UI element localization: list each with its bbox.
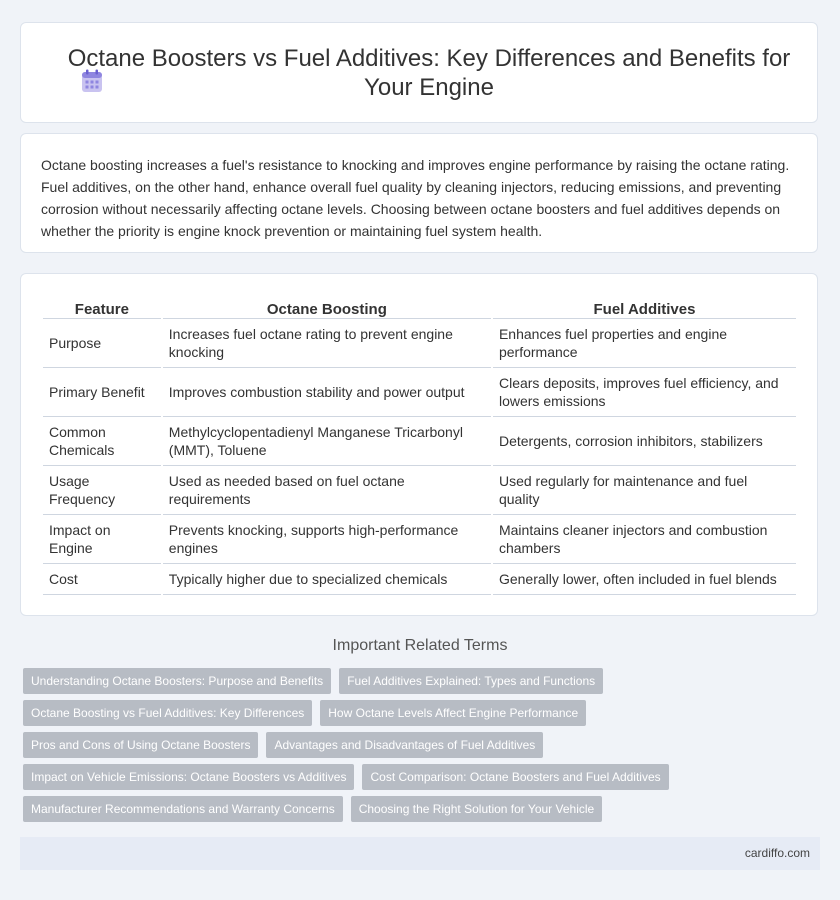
table-row bbox=[43, 466, 796, 515]
table-row bbox=[43, 319, 796, 368]
related-terms-heading: Important Related Terms bbox=[332, 637, 508, 654]
additive-cell: Enhances fuel properties and engine performance bbox=[493, 319, 796, 368]
table-row bbox=[43, 564, 796, 595]
header-feature: Feature bbox=[43, 295, 161, 319]
table-header-row bbox=[43, 295, 796, 319]
octane-cell: Increases fuel octane rating to prevent engine knocking bbox=[163, 319, 491, 368]
feature-cell: Primary Benefit bbox=[43, 368, 161, 417]
related-term-tag[interactable]: Understanding Octane Boosters: Purpose and Benefits bbox=[23, 668, 331, 694]
feature-cell: Common Chemicals bbox=[43, 417, 161, 466]
tag-row bbox=[23, 732, 543, 758]
related-term-tag[interactable]: Cost Comparison: Octane Boosters and Fuel Additives bbox=[362, 764, 668, 790]
related-term-tag[interactable]: Impact on Vehicle Emissions: Octane Boosters vs Additives bbox=[23, 764, 354, 790]
table-row bbox=[43, 417, 796, 466]
related-term-tag[interactable]: Manufacturer Recommendations and Warranty Concerns bbox=[23, 796, 343, 822]
octane-cell: Used as needed based on fuel octane requirements bbox=[163, 466, 491, 515]
tag-row bbox=[23, 764, 669, 790]
octane-cell: Prevents knocking, supports high-performance engines bbox=[163, 515, 491, 564]
footer bbox=[20, 837, 820, 870]
related-term-tag[interactable]: Choosing the Right Solution for Your Vehicle bbox=[351, 796, 603, 822]
additive-cell: Maintains cleaner injectors and combustion chambers bbox=[493, 515, 796, 564]
intro-card bbox=[20, 133, 818, 253]
octane-cell: Methylcyclopentadienyl Manganese Tricarbonyl (MMT), Toluene bbox=[163, 417, 491, 466]
tag-row bbox=[23, 796, 602, 822]
intro-paragraph: Octane boosting increases a fuel's resistance to knocking and improves engine performance by raising the octane rating. Fuel additives, on the other hand, enhance overall fuel quality by cleaning injectors, reducing emissions, and preventing corrosion without necessarily affecting octane levels. Choosing between octane boosters and fuel additives depends on whether the priority is engine knock prevention or maintaining fuel system health. bbox=[41, 157, 790, 239]
comparison-card bbox=[20, 273, 818, 616]
feature-cell: Purpose bbox=[43, 319, 161, 368]
footer-site-name[interactable]: cardiffo.com bbox=[744, 846, 810, 860]
feature-cell: Cost bbox=[43, 564, 161, 595]
related-term-tag[interactable]: Octane Boosting vs Fuel Additives: Key Differences bbox=[23, 700, 312, 726]
header-octane-boosting: Octane Boosting bbox=[163, 295, 491, 319]
additive-cell: Detergents, corrosion inhibitors, stabilizers bbox=[493, 417, 796, 466]
tag-row bbox=[23, 700, 586, 726]
additive-cell: Used regularly for maintenance and fuel quality bbox=[493, 466, 796, 515]
feature-cell: Usage Frequency bbox=[43, 466, 161, 515]
additive-cell: Generally lower, often included in fuel blends bbox=[493, 564, 796, 595]
title-card bbox=[20, 22, 818, 123]
related-term-tag[interactable]: Advantages and Disadvantages of Fuel Additives bbox=[266, 732, 543, 758]
header-fuel-additives: Fuel Additives bbox=[493, 295, 796, 319]
related-term-tag[interactable]: How Octane Levels Affect Engine Performance bbox=[320, 700, 586, 726]
table-row bbox=[43, 368, 796, 417]
related-term-tag[interactable]: Fuel Additives Explained: Types and Functions bbox=[339, 668, 603, 694]
comparison-table bbox=[41, 295, 798, 595]
related-term-tag[interactable]: Pros and Cons of Using Octane Boosters bbox=[23, 732, 258, 758]
tag-row bbox=[23, 668, 603, 694]
feature-cell: Impact on Engine bbox=[43, 515, 161, 564]
octane-cell: Typically higher due to specialized chemicals bbox=[163, 564, 491, 595]
additive-cell: Clears deposits, improves fuel efficiency, and lowers emissions bbox=[493, 368, 796, 417]
octane-cell: Improves combustion stability and power output bbox=[163, 368, 491, 417]
page-title: Octane Boosters vs Fuel Additives: Key Differences and Benefits for Your Engine bbox=[67, 45, 791, 101]
table-row bbox=[43, 515, 796, 564]
